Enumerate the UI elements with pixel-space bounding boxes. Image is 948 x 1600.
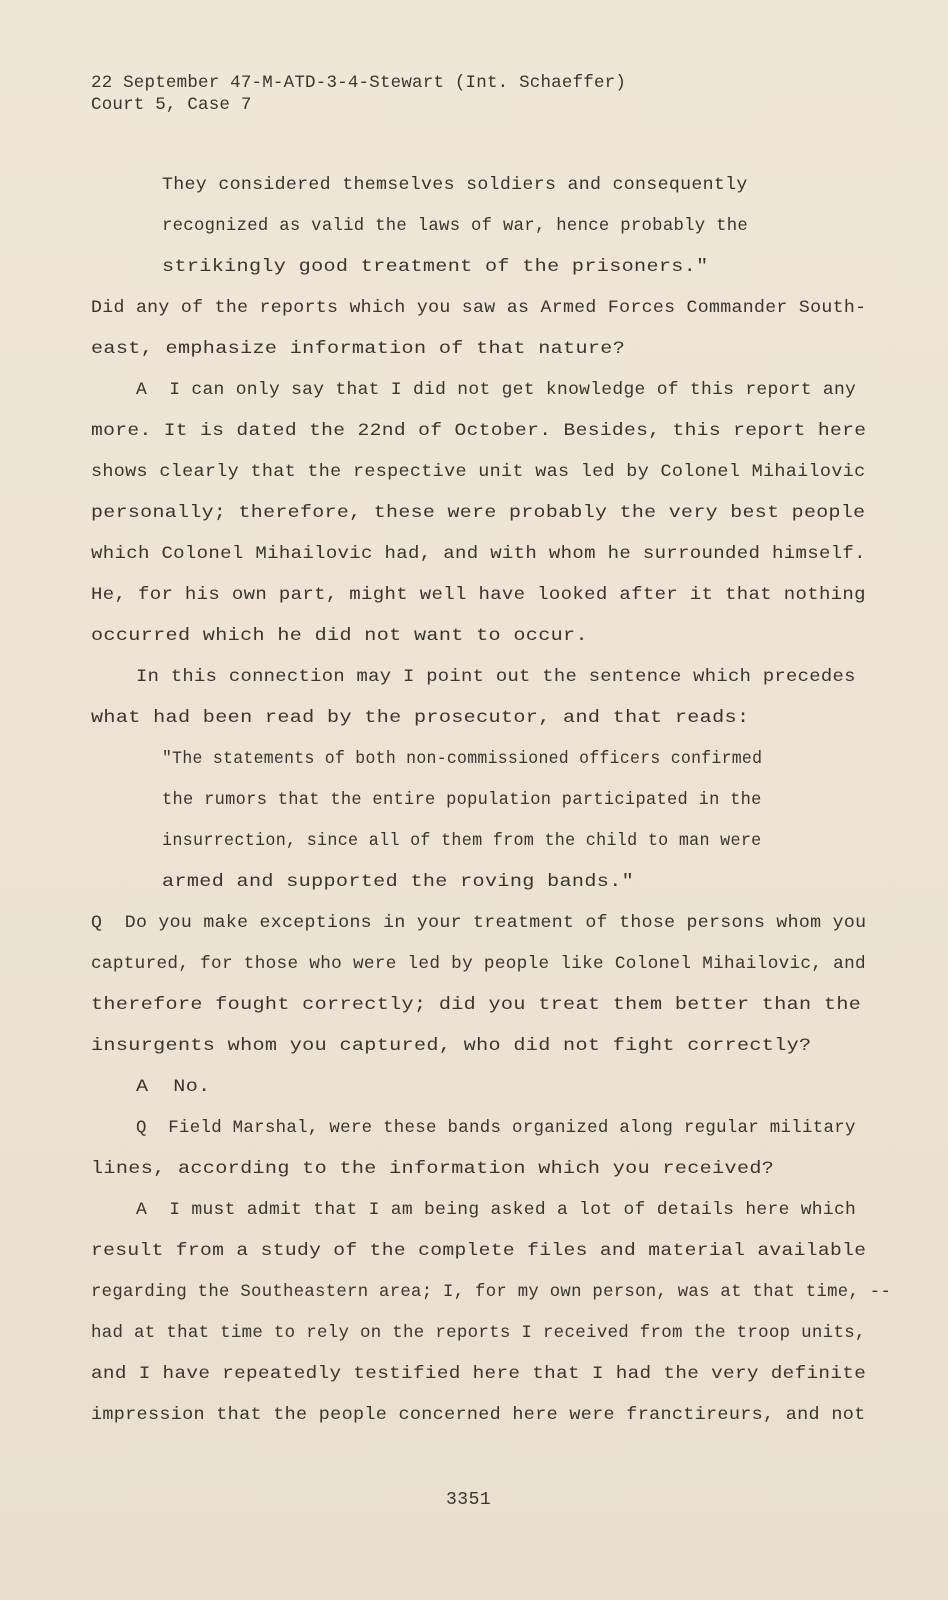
text-line: "The statements of both non-commissioned officers confirmed [162, 749, 763, 769]
header-line-court-case: Court 5, Case 7 [91, 95, 252, 115]
text-line: impression that the people concerned here were franctireurs, and not [91, 1405, 866, 1425]
document-header [91, 72, 626, 116]
text-line: A I must admit that I am being asked a lot of details here which [136, 1200, 857, 1220]
text-line: A I can only say that I did not get knowledge of this report any [136, 380, 857, 400]
text-line: therefore fought correctly; did you treat them better than the [91, 995, 862, 1015]
text-line: recognized as valid the laws of war, hence probably the [162, 216, 749, 236]
text-line: result from a study of the complete files and material available [91, 1241, 867, 1261]
text-line: and I have repeatedly testified here that I had the very definite [91, 1364, 867, 1384]
text-line: Did any of the reports which you saw as Armed Forces Commander South- [91, 298, 867, 318]
text-line: shows clearly that the respective unit was led by Colonel Mihailovic [91, 462, 866, 482]
page-number: 3351 [446, 1490, 492, 1510]
text-line: strikingly good treatment of the prisoners." [162, 257, 709, 277]
text-line: insurrection, since all of them from the child to man were [162, 831, 762, 851]
text-line: Q Field Marshal, were these bands organized along regular military [136, 1118, 856, 1138]
text-line: regarding the Southeastern area; I, for my own person, was at that time, -- [91, 1282, 892, 1302]
header-line-date-reference: 22 September 47-M-ATD-3-4-Stewart (Int. Schaeffer) [91, 73, 627, 93]
text-line: In this connection may I point out the sentence which precedes [136, 667, 856, 687]
text-line: He, for his own part, might well have looked after it that nothing [91, 585, 866, 605]
text-line: the rumors that the entire population participated in the [162, 790, 762, 810]
text-line: east, emphasize information of that nature? [91, 339, 626, 359]
text-line: personally; therefore, these were probably the very best people [91, 503, 866, 523]
text-line: which Colonel Mihailovic had, and with whom he surrounded himself. [91, 544, 866, 564]
text-line: Q Do you make exceptions in your treatment of those persons whom you [91, 913, 867, 933]
text-line: captured, for those who were led by people like Colonel Mihailovic, and [91, 954, 866, 974]
text-line: A No. [136, 1077, 211, 1097]
text-line: They considered themselves soldiers and consequently [162, 175, 748, 195]
text-line: more. It is dated the 22nd of October. Besides, this report here [91, 421, 867, 441]
text-line: insurgents whom you captured, who did not fight correctly? [91, 1036, 812, 1056]
text-line: occurred which he did not want to occur. [91, 626, 588, 646]
text-line: what had been read by the prosecutor, and that reads: [91, 708, 750, 728]
text-line: armed and supported the roving bands." [162, 872, 635, 892]
text-line: had at that time to rely on the reports I received from the troop units, [91, 1323, 866, 1343]
text-line: lines, according to the information which you received? [91, 1159, 775, 1179]
